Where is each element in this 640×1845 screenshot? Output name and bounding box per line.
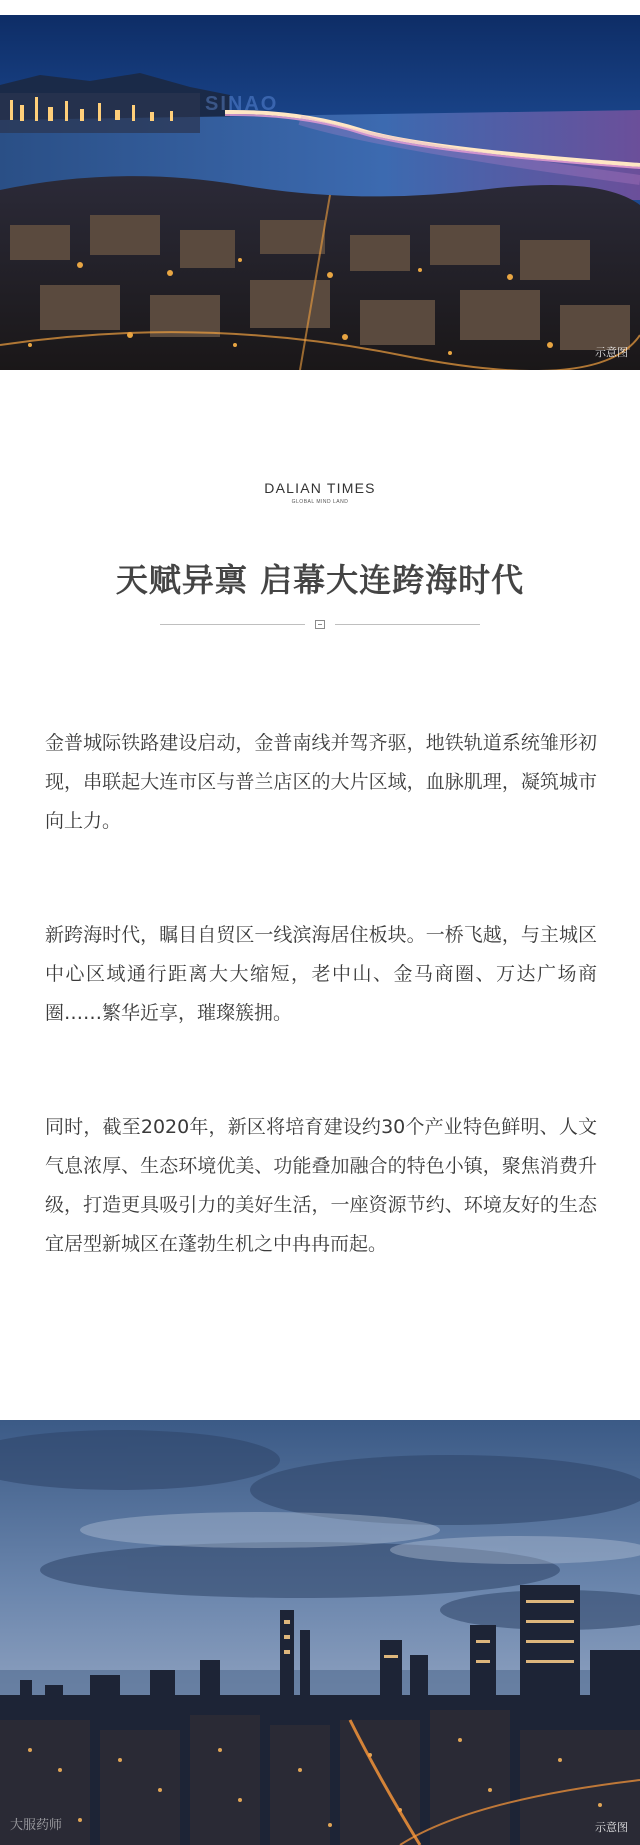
- night-bay-bridge-image: [0, 15, 640, 370]
- body-paragraph-2: 新跨海时代，瞩目自贸区一线滨海居住板块。一桥飞越，与主城区中心区域通行距离大大缩短，老中山、金马商圈、万达广场商圈……繁华近享，璀璨簇拥。: [45, 924, 597, 1024]
- page-title: 天赋异禀 启幕大连跨海时代: [115, 561, 525, 599]
- photo-caption: 示意图: [595, 346, 628, 359]
- night-cityscape-image: [0, 1420, 640, 1845]
- ornamental-divider: [160, 619, 480, 631]
- brand-title: DALIAN TIMES: [264, 480, 376, 496]
- photo-watermark: SINAO: [205, 93, 279, 115]
- photo-caption-bottom: 示意图: [595, 1821, 628, 1834]
- photo-watermark-bottom: 大服药师: [10, 1818, 63, 1833]
- divider-line-left: [160, 624, 305, 625]
- divider-line-right: [335, 624, 480, 625]
- cityscape-photo: [0, 1420, 640, 1845]
- body-paragraph-3: 同时，截至2020年，新区将培育建设约30个产业特色鲜明、人文气息浓厚、生态环境优美、功能叠加融合的特色小镇，聚焦消费升级，打造更具吸引力的美好生活，一座资源节约、环境友好的生态宜居型新城区在蓬勃生机之中冉冉而起。: [45, 1116, 597, 1255]
- hero-photo: [0, 15, 640, 370]
- brand-subtitle: GLOBAL MIND LAND: [291, 499, 349, 505]
- body-paragraph-1: 金普城际铁路建设启动，金普南线并驾齐驱，地铁轨道系统雏形初现，串联起大连市区与普兰店区的大片区域，血脉肌理，凝筑城市向上力。: [45, 732, 597, 832]
- divider-ornament-icon: [315, 620, 325, 629]
- brand-block: [0, 480, 640, 505]
